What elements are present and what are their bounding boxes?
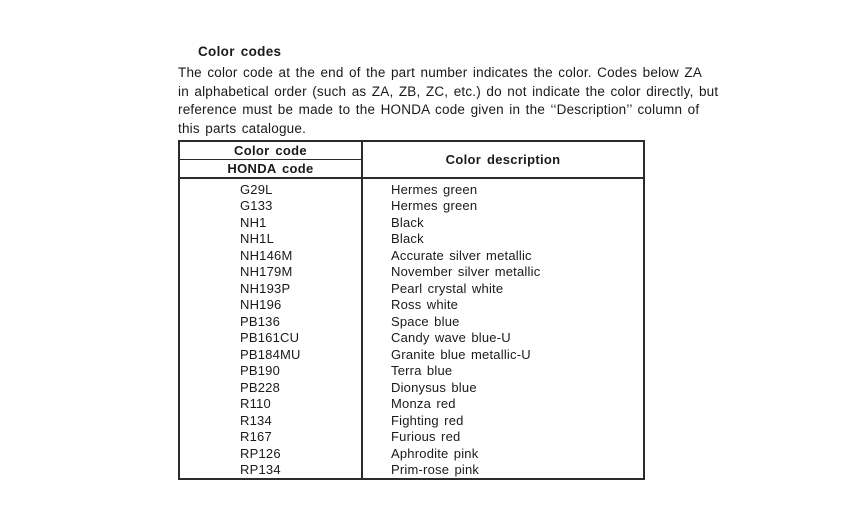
- table-row: [180, 231, 643, 248]
- table-row: [180, 429, 643, 446]
- header-color-description: Color description: [445, 152, 561, 167]
- color-description-cell: Monza red: [391, 396, 456, 412]
- table-row: [180, 280, 643, 297]
- honda-code-cell: PB161CU: [240, 330, 300, 346]
- header-color-code: Color code: [180, 142, 361, 160]
- color-codes-table: [178, 140, 645, 480]
- color-description-cell: Furious red: [391, 429, 461, 445]
- honda-code-cell: R110: [240, 396, 271, 412]
- honda-code-cell: PB228: [240, 379, 281, 395]
- table-row: [180, 297, 643, 314]
- table-row: [180, 363, 643, 380]
- table-row: [180, 412, 643, 429]
- color-description-cell: Granite blue metallic-U: [391, 346, 531, 362]
- honda-code-cell: NH196: [240, 297, 282, 313]
- table-row: [180, 181, 643, 198]
- table-row: [180, 264, 643, 281]
- table-row: [180, 462, 643, 479]
- honda-code-cell: NH179M: [240, 264, 293, 280]
- color-description-cell: Hermes green: [391, 181, 478, 197]
- color-description-cell: Dionysus blue: [391, 379, 477, 395]
- intro-paragraph-line: in alphabetical order (such as ZA, ZB, ZC, etc.) do not indicate the color directly, but: [178, 83, 719, 99]
- color-description-cell: Terra blue: [391, 363, 453, 379]
- color-description-cell: Prim-rose pink: [391, 462, 480, 478]
- honda-code-cell: RP134: [240, 462, 281, 478]
- honda-code-cell: R167: [240, 429, 272, 445]
- honda-code-cell: G133: [240, 198, 273, 214]
- color-description-cell: Aphrodite pink: [391, 445, 479, 461]
- table-row: [180, 396, 643, 413]
- intro-paragraph-line: reference must be made to the HONDA code given in the ‘‘Description’’ column of: [178, 102, 700, 118]
- color-description-cell: Fighting red: [391, 412, 464, 428]
- color-description-cell: Ross white: [391, 297, 459, 313]
- color-description-cell: Hermes green: [391, 198, 478, 214]
- color-description-cell: November silver metallic: [391, 264, 541, 280]
- table-row: [180, 445, 643, 462]
- honda-code-cell: R134: [240, 412, 272, 428]
- honda-code-cell: NH193P: [240, 280, 291, 296]
- table-row: [180, 313, 643, 330]
- honda-code-cell: PB184MU: [240, 346, 301, 362]
- honda-code-cell: NH146M: [240, 247, 293, 263]
- honda-code-cell: PB136: [240, 313, 281, 329]
- intro-paragraph-line: The color code at the end of the part number indicates the color. Codes below ZA: [178, 65, 703, 80]
- table-row: [180, 379, 643, 396]
- honda-code-cell: PB190: [240, 363, 281, 379]
- intro-paragraph-line: this parts catalogue.: [178, 120, 307, 136]
- color-description-cell: Accurate silver metallic: [391, 247, 532, 263]
- color-description-cell: Pearl crystal white: [391, 280, 504, 296]
- table-row: [180, 247, 643, 264]
- honda-code-cell: G29L: [240, 181, 273, 197]
- honda-code-cell: RP126: [240, 445, 281, 461]
- color-description-cell: Candy wave blue-U: [391, 330, 511, 346]
- table-rows: [180, 179, 643, 478]
- intro-paragraph: [178, 64, 718, 138]
- table-row: [180, 346, 643, 363]
- honda-code-cell: NH1: [240, 214, 267, 230]
- color-description-cell: Black: [391, 214, 424, 230]
- table-header: [180, 142, 643, 179]
- table-row: [180, 198, 643, 215]
- table-header-left-column: [180, 142, 361, 177]
- header-honda-code: HONDA code: [227, 161, 314, 176]
- color-description-cell: Black: [391, 231, 424, 247]
- table-row: [180, 214, 643, 231]
- color-description-cell: Space blue: [391, 313, 460, 329]
- honda-code-cell: NH1L: [240, 231, 275, 247]
- page-title: Color codes: [198, 44, 282, 59]
- table-row: [180, 330, 643, 347]
